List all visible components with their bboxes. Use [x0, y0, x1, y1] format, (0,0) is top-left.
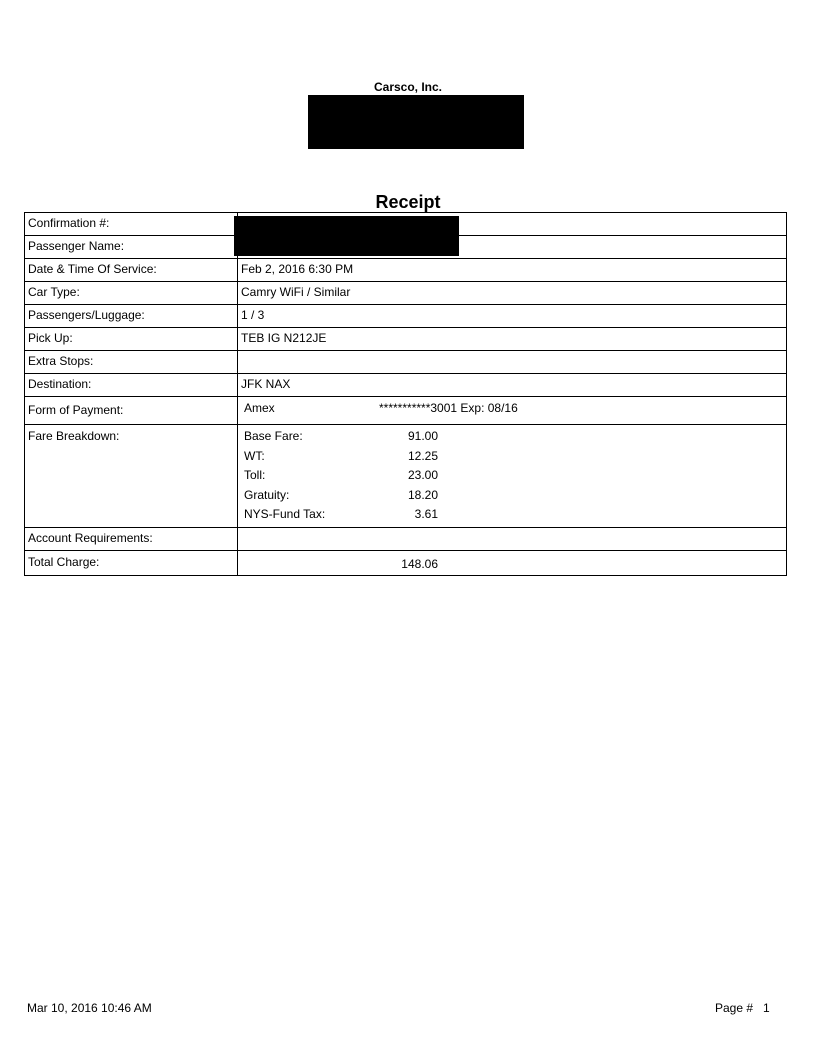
total-amount: 148.06 [401, 556, 438, 571]
row-car-type [25, 282, 787, 305]
redacted-confirmation-block [234, 216, 459, 256]
row-fare-breakdown [25, 425, 787, 528]
payment-card: ***********3001 Exp: 08/16 [379, 401, 518, 415]
fare-item-label: NYS-Fund Tax: [244, 507, 326, 521]
extra-stops-label: Extra Stops: [25, 351, 238, 374]
payment-label: Form of Payment: [25, 397, 238, 425]
printed-timestamp: Mar 10, 2016 10:46 AM [27, 1001, 152, 1015]
fare-items-cell [238, 425, 787, 528]
extra-stops-value [238, 351, 787, 374]
passenger-label: Passenger Name: [25, 236, 238, 259]
destination-value: JFK NAX [238, 374, 787, 397]
page-number: Page # 1 [715, 1001, 770, 1015]
row-pickup [25, 328, 787, 351]
car-type-label: Car Type: [25, 282, 238, 305]
fare-label: Fare Breakdown: [25, 425, 238, 528]
fare-item [241, 488, 783, 508]
fare-item-amount: 18.20 [407, 487, 438, 502]
confirmation-label: Confirmation #: [25, 213, 238, 236]
row-payment [25, 397, 787, 425]
fare-item [241, 468, 783, 488]
passengers-luggage-value: 1 / 3 [238, 305, 787, 328]
fare-item [241, 429, 783, 449]
account-requirements-value [238, 527, 787, 550]
fare-item-label: Toll: [244, 468, 266, 482]
company-name: Carsco, Inc. [373, 80, 443, 94]
pickup-label: Pick Up: [25, 328, 238, 351]
row-datetime [25, 259, 787, 282]
datetime-label: Date & Time Of Service: [25, 259, 238, 282]
redacted-address-block [308, 95, 524, 149]
fare-item-amount: 3.61 [414, 507, 438, 521]
total-label: Total Charge: [25, 550, 238, 575]
row-passengers-luggage [25, 305, 787, 328]
fare-item-amount: 12.25 [407, 448, 438, 463]
datetime-value: Feb 2, 2016 6:30 PM [238, 259, 787, 282]
pickup-value: TEB IG N212JE [238, 328, 787, 351]
row-account-requirements [25, 527, 787, 550]
fare-item-label: WT: [244, 448, 265, 463]
row-destination [25, 374, 787, 397]
payment-value-cell [238, 397, 787, 425]
fare-item-label: Gratuity: [244, 487, 290, 502]
account-requirements-label: Account Requirements: [25, 527, 238, 550]
receipt-table [24, 212, 787, 576]
row-extra-stops [25, 351, 787, 374]
receipt-title: Receipt [375, 192, 441, 212]
destination-label: Destination: [25, 374, 238, 397]
row-total [25, 550, 787, 575]
fare-item-amount: 91.00 [407, 429, 438, 443]
payment-value [241, 403, 783, 419]
fare-item-label: Base Fare: [244, 429, 303, 443]
fare-item [241, 507, 783, 527]
passengers-luggage-label: Passengers/Luggage: [25, 305, 238, 328]
total-value-cell [238, 550, 787, 575]
fare-item-amount: 23.00 [407, 468, 438, 482]
car-type-value: Camry WiFi / Similar [238, 282, 787, 305]
payment-type: Amex [244, 401, 275, 415]
fare-item [241, 449, 783, 469]
